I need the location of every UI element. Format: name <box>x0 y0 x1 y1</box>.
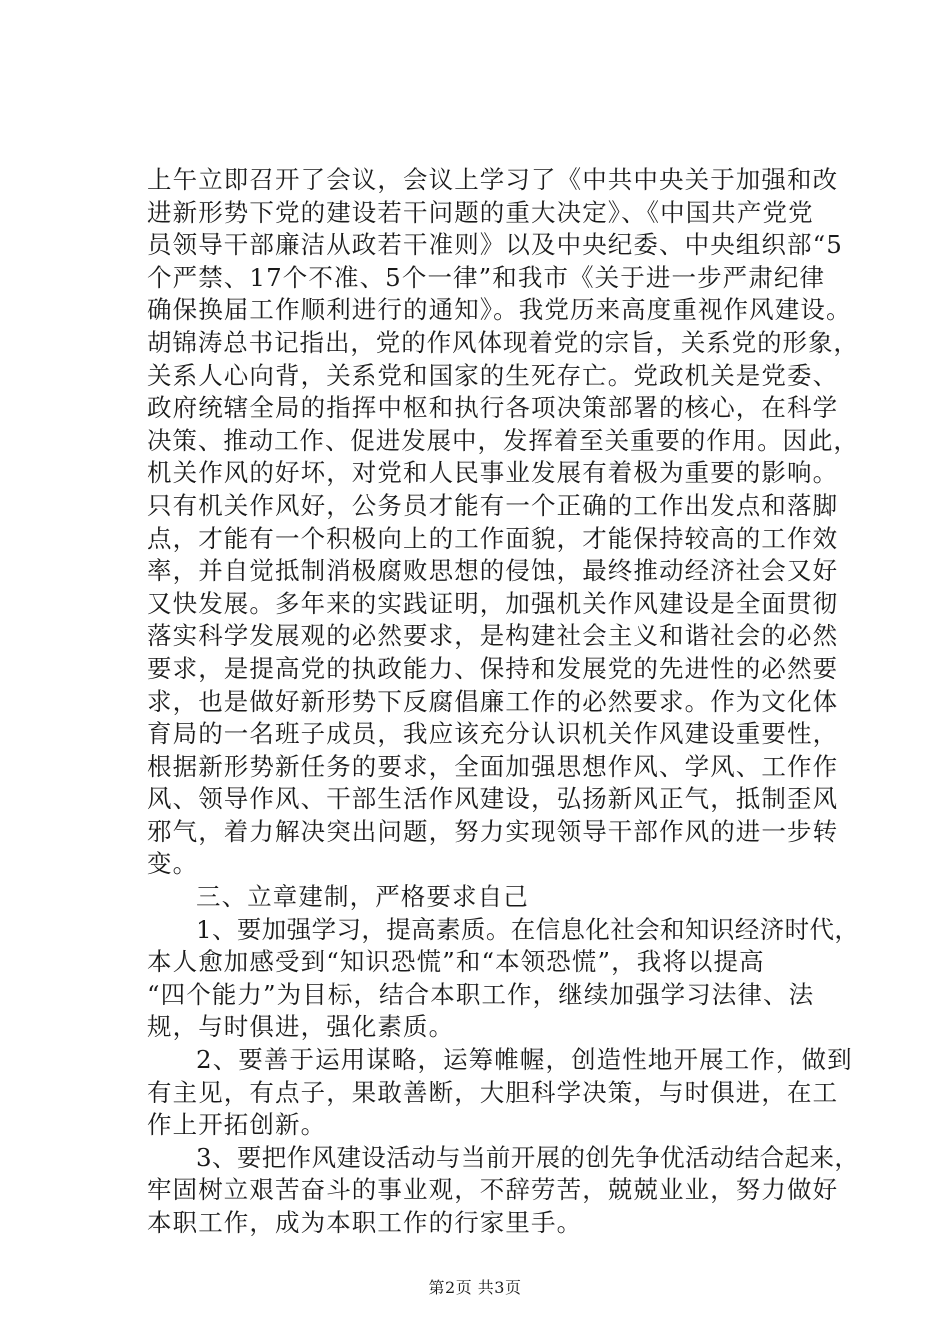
text-line: 求，也是做好新形势下反腐倡廉工作的必然要求。作为文化体 <box>147 686 839 716</box>
text-line: 本职工作，成为本职工作的行家里手。 <box>147 1208 583 1237</box>
text-line: 胡锦涛总书记指出，党的作风体现着党的宗旨，关系党的形象， <box>147 327 859 357</box>
text-line: 变。 <box>147 849 199 879</box>
text-line: 率，并自觉抵制消极腐败思想的侵蚀，最终推动经济社会又好 <box>147 556 839 586</box>
text-line: 牢固树立艰苦奋斗的事业观，不辞劳苦，兢兢业业，努力做好 <box>147 1175 839 1205</box>
text-line: 个严禁、17个不准、5个一律”和我市《关于进一步严肃纪律 <box>147 262 826 292</box>
text-line: 根据新形势新任务的要求，全面加强思想作风、学风、工作作 <box>147 751 839 781</box>
text-line: 三、立章建制，严格要求自己 <box>196 882 529 912</box>
text-line: “四个能力”为目标，结合本职工作，继续加强学习法律、法 <box>147 979 815 1009</box>
text-line: 本人愈加感受到“知识恐慌”和“本领恐慌”，我将以提高 <box>147 947 765 977</box>
text-line: 规，与时俱进，强化素质。 <box>147 1012 455 1042</box>
text-line: 要求，是提高党的执政能力、保持和发展党的先进性的必然要 <box>147 653 839 683</box>
text-line: 有主见，有点子，果敢善断，大胆科学决策，与时俱进，在工 <box>147 1077 839 1107</box>
text-line: 作上开拓创新。 <box>147 1110 327 1140</box>
body-text <box>147 164 859 1240</box>
page-footer: 第2页 共3页 <box>428 1278 522 1297</box>
text-line: 3、要把作风建设活动与当前开展的创先争优活动结合起来， <box>196 1142 860 1172</box>
text-line: 育局的一名班子成员，我应该充分认识机关作风建设重要性， <box>147 719 839 749</box>
text-line: 1、要加强学习，提高素质。在信息化社会和知识经济时代， <box>196 914 860 944</box>
text-line: 邪气，着力解决突出问题，努力实现领导干部作风的进一步转 <box>147 816 839 846</box>
text-line: 点，才能有一个积极向上的工作面貌，才能保持较高的工作效 <box>147 523 839 553</box>
text-line: 又快发展。多年来的实践证明，加强机关作风建设是全面贯彻 <box>147 588 839 618</box>
text-line: 2、要善于运用谋略，运筹帷幄，创造性地开展工作，做到 <box>196 1045 853 1075</box>
text-line: 确保换届工作顺利进行的通知》。我党历来高度重视作风建设。 <box>147 295 852 325</box>
text-line: 只有机关作风好，公务员才能有一个正确的工作出发点和落脚 <box>147 490 839 520</box>
text-line: 上午立即召开了会议，会议上学习了《中共中央关于加强和改 <box>147 165 839 194</box>
text-line: 决策、推动工作、促进发展中，发挥着至关重要的作用。因此， <box>147 425 859 455</box>
text-line: 风、领导作风、干部生活作风建设，弘扬新风正气，抵制歪风 <box>147 784 839 814</box>
text-line: 员领导干部廉洁从政若干准则》以及中央纪委、中央组织部“5 <box>147 230 843 260</box>
text-line: 落实科学发展观的必然要求，是构建社会主义和谐社会的必然 <box>147 621 839 651</box>
text-line: 机关作风的好坏，对党和人民事业发展有着极为重要的影响。 <box>147 458 839 488</box>
text-line: 关系人心向背，关系党和国家的生死存亡。党政机关是党委、 <box>147 360 839 390</box>
text-line: 进新形势下党的建设若干问题的重大决定》、《中国共产党党 <box>147 197 814 227</box>
text-line: 政府统辖全局的指挥中枢和执行各项决策部署的核心，在科学 <box>147 393 839 423</box>
